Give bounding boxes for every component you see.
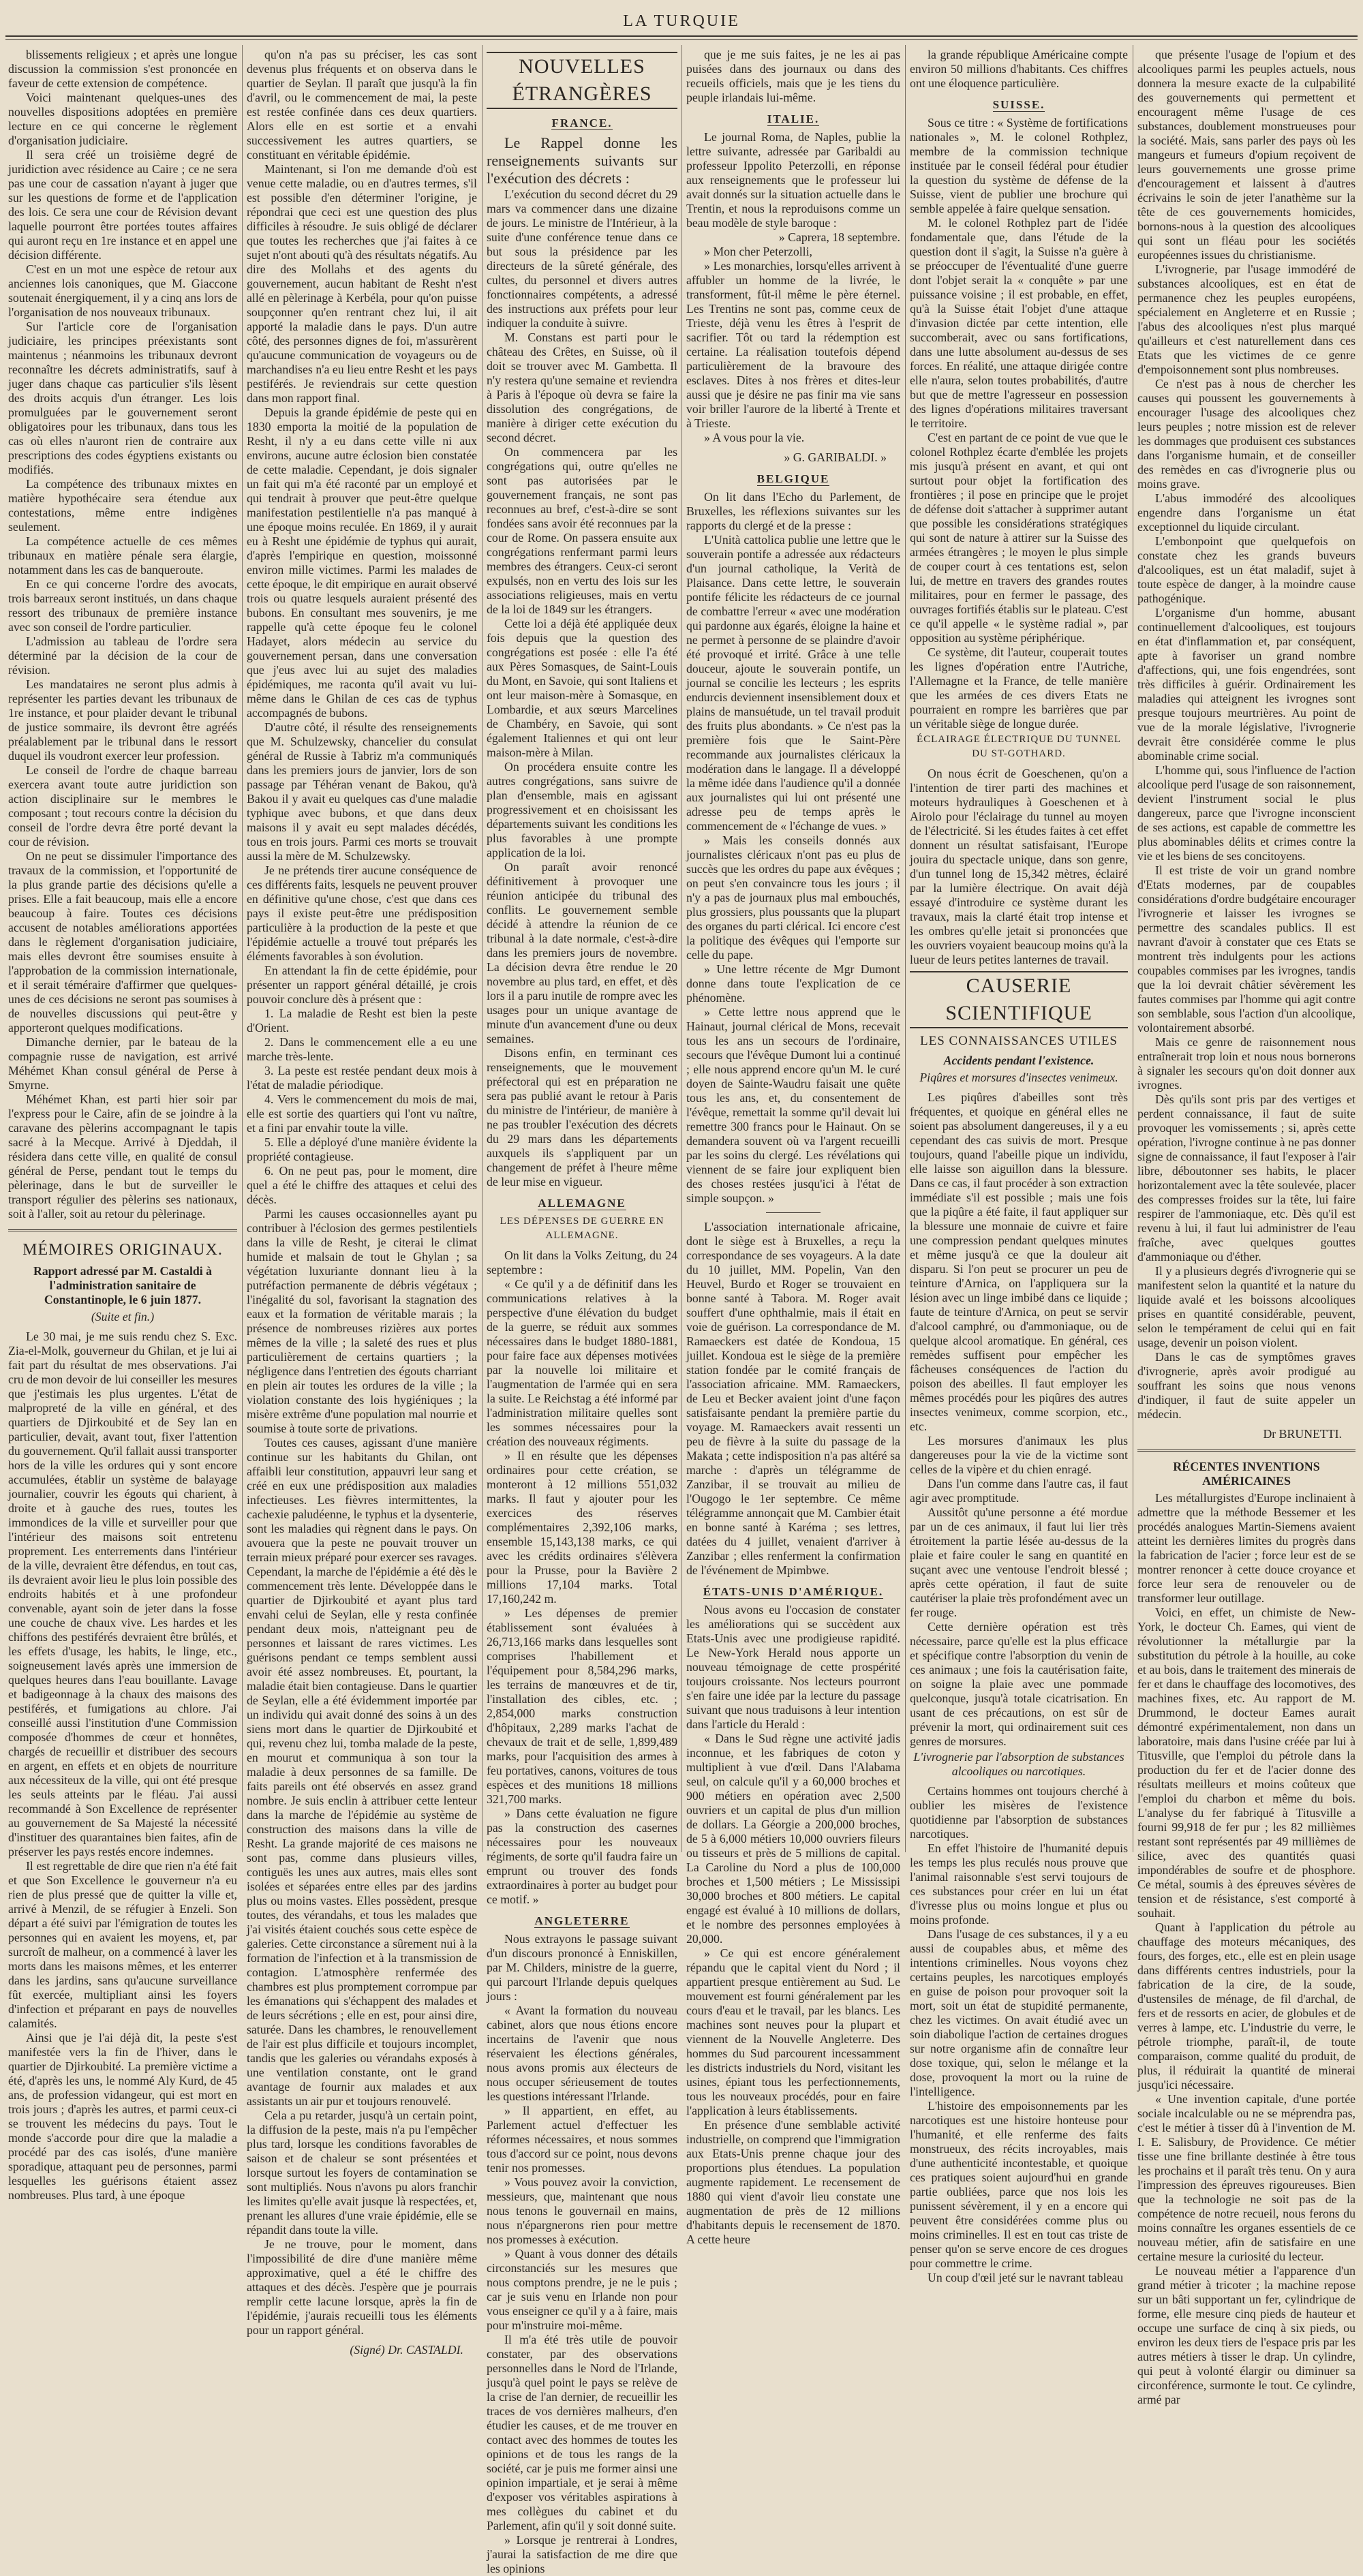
paragraph: Je ne trouve, pour le moment, dans l'impossibilité de dire d'une manière même approximative, quel a été le chiffre des attaques et des décès. J'espère que je pourrais remplir cette lacune lorsque, après la fin de l'épidémie, j'aurais recueilli tous les éléments pour un rapport général. <box>247 2237 477 2337</box>
paragraph: » Caprera, 18 septembre. <box>778 230 900 244</box>
list-item: 4. Vers le commencement du mois de mai, elle est sortie des quartiers qui l'ont vu naître, et a fini par envahir toute la ville. <box>247 1092 477 1135</box>
paragraph: qu'on n'a pas su préciser, les cas sont devenus plus fréquents et on observa dans le quartier de Seylan. Il paraît que jusqu'à la fin d'avril, ou le commencement de mai, la peste est restée confinée dans ces deux quartiers. Alors elle en est sortie et a envahi successivement les autres quartiers, se constituant en véritable épidémie. <box>247 48 477 162</box>
usa-heading: ÉTATS-UNIS D'AMÉRIQUE. <box>703 1585 884 1598</box>
paragraph: « Dans le Sud règne une activité jadis inconnue, et les fabriques de coton y multiplient à vue d'œil. Dans l'Alabama seul, on calcule qu'il y a 60,000 broches et 900 métiers en opération avec 2,500 ouvriers et un capital de plus d'un million de dollars. La Géorgie a 200,000 broches, de 5 à 6,000 métiers 10,000 ouvriers fileurs ou tisseurs et près de 5 millions de capital. La Caroline du Nord a plus de 100,000 broches et 1,500 métiers ; Le Mississipi 30,000 broches et 800 métiers. Le capital engagé est évalué à 10 millions de dollars, et le nombre des personnes employées à 20,000. <box>686 1732 900 1946</box>
paragraph: « Ce qu'il y a de définitif dans les communications relatives à la perspective d'une élévation du budget de la guerre, se réduit aux sommes nécessaires dans le budget 1880-1881, pour faire face aux dépenses motivées par la nouvelle loi militaire et l'augmentation de l'armée qui en sera la suite. Le Reichstag a été informé par l'administration militaire quelles sont les sommes nécessaires pour la création des nouveaux régiments. <box>487 1277 677 1448</box>
list-item: 1. La maladie de Resht est bien la peste d'Orient. <box>247 1007 477 1034</box>
section-heading <box>910 97 1128 112</box>
list-item: 5. Elle a déployé d'une manière évidente la propriété contagieuse. <box>247 1135 477 1163</box>
paragraph: Voici maintenant quelques-unes des nouvelles dispositions adoptées en première lecture en ce qui concerne le règlement d'organisation judiciaire. <box>8 91 237 147</box>
paragraph: En attendant la fin de cette épidémie, pour présenter un rapport général détaillé, je crois pouvoir conclure dès à présent que : <box>247 964 477 1006</box>
column-4 <box>686 48 900 2246</box>
paragraph: Toutes ces causes, agissant d'une manière continue sur les habitants du Ghilan, ont affaibli leur constitution, appauvri leur sang et créé en eux une prédisposition aux maladies infectieuses. Les fièvres intermittentes, la cachexie paludéenne, le typhus et la dysenterie, sont les maladies qui règnent dans le pays. On avouera que la peste ne pouvait trouver un terrain mieux préparé pour exercer ses ravages. Cependant, la marche de l'épidémie a été dès le commencement très lente. Développée dans le quartier de Djirkoubité et ayant plus tard envahi celui de Seylan, elle y resta confinée pendant deux mois, n'atteignant peu de personnes et laissant de rares victimes. Les guérisons pendant ce temps semblent aussi avoir été assez nombreuses. Et, pourtant, la maladie était bien contagieuse. Dans le quartier de Seylan, elle a été évidemment importée par un individu qui avait donné des soins à un des siens mort dans le quartier de Djirkoubité et qui, revenu chez lui, tomba malade de la peste, en mourut et communiqua à son tour la maladie à deux personnes de sa famille. De faits pareils ont été observés en assez grand nombre. Je suis enclin à attribuer cette lenteur dans la marche de l'épidémie au système de construction des maisons dans la ville de Resht. La grande majorité de ces maisons ne sont pas, comme dans plusieurs villes, contiguës les unes aux autres, mais elles sont isolées et séparées entre elles par des jardins plus ou moins vastes. Elles possèdent, presque toutes, des vérandahs, et tous les malades que j'ai visités étaient couchés sous cette espèce de galeries. Cette circonstance a sûrement nui à la formation de l'infection et à la transmission de contagion. L'atmosphère renfermée des chambres est plus promptement corrompue par les émanations qui s'échappent des malades et de leurs sécrétions ; elle en est, pour ainsi dire, saturée. Dans les chambres, le renouvellement de l'air est plus difficile et toujours incomplet, tandis que les galeries ou vérandahs exposés à une ventilation constante, ont le grand avantage de fournir aux malades et aux assistants un air pur et toujours renouvelé. <box>247 1436 477 2108</box>
belgique-heading: BELGIQUE <box>756 472 830 485</box>
section-divider <box>1137 1450 1356 1452</box>
italie-heading: ITALIE. <box>767 112 820 125</box>
paragraph: » Mais les conseils donnés aux journalistes cléricaux n'ont pas eu plus de succès que les ordres du pape aux évêques ; on peut s'en convaincre tous les jours ; il n'y a pas de journaux plus mal embouchés, plus grossiers, plus poussants que la plupart des organes du parti clérical. Ici encore c'est la politique des évêques qui l'emporte sur celle du pape. <box>686 833 900 962</box>
paragraph: Dans l'un comme dans l'autre cas, il faut agir avec promptitude. <box>910 1477 1128 1505</box>
allemagne-heading: ALLEMAGNE <box>538 1197 626 1210</box>
report-title: Rapport adressé par M. Castaldi à l'administration sanitaire de Constantinople, le 6 juin 1877. <box>33 1264 213 1306</box>
signature: » G. GARIBALDI. » <box>784 450 887 464</box>
divider <box>766 1212 821 1213</box>
section-title: NOUVELLES ÉTRANGÈRES <box>487 52 677 109</box>
paragraph: » Les monarchies, lorsqu'elles arrivent à affubler un homme de la livrée, le transforment, fût-il même le père éternel. Les Trentins ne sont pas, comme ceux de Trieste, déjà venu les êtres à l'esprit de sacrifier. Tôt ou tard la rédemption est certaine. La réalisation toutefois dépend particulièrement de la bravoure des esclaves. Dites à nos frères et dites-leur aussi que je désire ne pas finir ma vie sans voir briller l'aurore de la liberté à Trente et à Trieste. <box>686 259 900 430</box>
memoires-heading: MÉMOIRES ORIGINAUX. <box>22 1241 223 1259</box>
paragraph: Ce système, dit l'auteur, couperait toutes les lignes d'opération entre l'Autriche, l'Allemagne et la France, de telle manière que les armées de ces divers Etats ne pourraient en rompre les barrières que par un véritable siège de longue durée. <box>910 645 1128 731</box>
paragraph: Il est regrettable de dire que rien n'a été fait et que Son Excellence le gouverneur n'a eu rien de plus pressé que de quitter la ville et, arrivé à Menzil, de se réfugier à Enzeli. Son départ a été suivi par l'émigration de toutes les personnes qui en avaient les moyens, et, par surcroît de malheur, on a commencé à laver les morts dans les maisons mêmes, et les enterrer dans les jardins, sans qu'aucune surveillance fût exercée, multipliant ainsi les foyers d'infection et préparant en pays de nouvelles calamités. <box>8 1859 237 2030</box>
paragraph: L'Unità cattolica publie une lettre que le souverain pontife a adressée aux rédacteurs d'un journal catholique, la Verità de Plaisance. Dans cette lettre, le souverain pontife félicite les rédacteurs de ce journal de combattre l'erreur « avec une modération qui pardonne aux égarés, éloigne la haine et ne permet à personne de se plaindre d'avoir été provoqué et irrité. Grâce à une telle douceur, ajoute le souverain pontife, un journal se concilie les lecteurs ; les esprits endurcis deviennent insensiblement doux et plains de mansuétude, un tel travail produit des fruits plus abondants. » Ce n'est pas la première fois que le Saint-Père recommande aux journalistes cléricaux la modération dans le langage. Il a développé la même idée dans l'audience qu'il a donnée aux journalistes qui lui ont présenté une adresse peu de temps après le commencement de « l'échange de vues. » <box>686 533 900 833</box>
section-heading <box>686 1584 900 1599</box>
paragraph: L'homme qui, sous l'influence de l'action alcoolique perd l'usage de son raisonnement, devient l'instrument social le plus dangereux, parce que l'ivrogne inconscient de ses actions, est capable de commettre les plus abominables délits et crimes contre la vie et les biens de ses concitoyens. <box>1137 763 1356 863</box>
paragraph: L'exécution du second décret du 29 mars va commencer dans une dizaine de jours. Le ministre de l'Intérieur, à la suite d'une conférence tenue dans ce but sous la présidence par les directeurs de la sûreté générale, des cultes, du personnel et divers autres fonctionnaires compétents, a adressé des instructions aux préfets pour leur indiquer la conduite à suivre. <box>487 187 677 330</box>
paragraph: » Dans cette évaluation ne figure pas la construction des casernes nécessaires pour les nouveaux régiments, de sorte qu'il faudra faire un emprunt ou trouver des fonds extraordinaires à porter au budget pour ce motif. » <box>487 1807 677 1906</box>
paragraph: » Mon cher Peterzolli, <box>704 245 812 258</box>
paragraph: » Il appartient, en effet, au Parlement actuel d'effectuer les réformes nécessaires, et nous sommes tous d'accord sur ce point, nous devons tenir nos promesses. <box>487 2104 677 2175</box>
paragraph: » Une lettre récente de Mgr Dumont donne dans toute l'explication de ce phénomène. <box>686 962 900 1005</box>
section-heading <box>487 1196 677 1210</box>
section-heading <box>686 472 900 486</box>
paragraph: La compétence actuelle de ces mêmes tribunaux en matière pénale sera élargie, notamment dans les cas de banqueroute. <box>8 534 237 577</box>
paragraph: On procédera ensuite contre les autres congrégations, sans suivre de plan d'ensemble, mais en agissant progressivement et en choisissant les départements suivant les conditions les plus favorables à une prompte application de la loi. <box>487 760 677 859</box>
paragraph: Nous extrayons le passage suivant d'un discours prononcé à Enniskillen, par M. Childers, ministre de la guerre, qui parcourt l'Irlande depuis quelques jours : <box>487 1932 677 2003</box>
paragraph: « Une invention capitale, d'une portée sociale incalculable ou ne se méprendra pas, c'est le métier à tisser dû à l'invention de M. I. E. Salisbury, de Providence. Ce métier tisse une fine brillante destinée à être tous les prochains et il paraît très tenu. On y aura l'impression des épreuves rigoureuses. Bien que la technologie ne soit pas de la compétence de notre recueil, nous ferons du moins connaître les organes essentiels de ce nouveau métier, afin de satisfaire en une certaine mesure la curiosité du lecteur. <box>1137 2092 1356 2263</box>
paragraph: Cette loi a déjà été appliquée deux fois depuis que la question des congrégations est posée : elle l'a été aux Pères Somasques, de Saint-Louis du Mont, en Savoie, qui sont Italiens et ont leur maison-mère à Somasque, en Lombardie, et aux sœurs Marcelines de Chambéry, en Savoie, qui sont également Italiennes et qui ont leur maison-mère à Milan. <box>487 617 677 759</box>
paragraph: On commencera par les congrégations qui, outre qu'elles ne sont pas autorisées par le gouvernement français, ne sont pas reconnues au bref, c'est-à-dire se sont fondées sans avoir été reconnues par la cour de Rome. On passera ensuite aux congrégations renfermant parmi leurs membres des étrangers. Ceux-ci seront expulsés, non en vertu des lois sur les associations religieuses, mais en vertu de la loi de 1849 sur les étrangers. <box>487 445 677 616</box>
suisse-heading: SUISSE. <box>992 98 1045 111</box>
paragraph: Disons enfin, en terminant ces renseignements, que le mouvement préfectoral qui est en préparation ne sera pas publié avant le retour à Paris du ministre de l'intérieur, de manière à ne pas troubler l'exécution des décrets du 29 mars dans les départements auxquels ils s'appliquent par un changement de préfet à l'heure même de leur mise en vigueur. <box>487 1046 677 1189</box>
paragraph: En ce qui concerne l'ordre des avocats, trois barreaux seront institués, un dans chaque ressort des tribunaux de première instance avec son conseil de l'ordre particulier. <box>8 577 237 634</box>
paragraph: L'ivrognerie, par l'usage immodéré de substances alcooliques, est en état de permanence chez les peuples européens, spécialement en Angleterre et en Russie ; l'abus des alcooliques n'est plus marqué qu'ailleurs et c'est naturellement dans ces Etats que les victimes de ce genre d'empoisonnement sont plus nombreuses. <box>1137 262 1356 376</box>
section-heading <box>686 112 900 126</box>
paragraph: Voici, en effet, un chimiste de New-York, le docteur Ch. Eames, qui vient de révolutionner la métallurgie par la substitution du pétrole à la houille, au coke et au bois, dans le traitement des minerais de fer et dans le chauffage des locomotives, des machines fixes, etc. Au rapport de M. Drummond, le docteur Eames aurait démontré expérimentalement, non dans un laboratoire, mais dans l'usine créée par lui à Titusville, que l'emploi du pétrole dans la production du fer et de l'acier donne des résultats meilleurs et moins coûteux que l'emploi du charbon et même du bois. L'analyse du fer fabriqué à Titusville a fourni 99,918 de fer pur ; les 82 millièmes restant sont représentés par 49 millièmes de silice, avec des quantités quasi impondérables de soufre et de phosphore. Ce métal, soumis à des épreuves sévères de tension et de résistance, s'est comporté à souhait. <box>1137 1606 1356 1920</box>
section-heading <box>487 1914 677 1928</box>
paragraph: D'autre côté, il résulte des renseignements que M. Schulzewsky, chancelier du consulat général de Russie à Tabriz m'a communiqués dans les premiers jours de janvier, lors de son passage par Téhéran venant de Bakou, qu'à Bakou il y avait eu quelques cas d'une maladie typhique avec bubons, et que dans deux maisons il y avait eu sept malades décédés, tous en trois jours. Parmi ces morts se trouvait aussi la mère de M. Schulzewsky. <box>247 720 477 863</box>
paragraph: Le conseil de l'ordre de chaque barreau exercera avant toute autre juridiction son action disciplinaire sur le membres le composant ; tout recours contre la décision du conseil de l'ordre devra être porté devant la cour de révision. <box>8 763 237 848</box>
paragraph: Ce n'est pas à nous de chercher les causes qui poussent les gouvernements à encourager l'usage des alcooliques chez leurs peuples ; notre mission est de relever les dommages que produisent ces substances dans l'organisme humain, et de conseiller des remèdes en cas d'ivrognerie plus ou moins grave. <box>1137 377 1356 491</box>
paragraph: Dimanche dernier, par le bateau de la compagnie russe de navigation, est arrivé Méhémet Khan consul général de Perse à Smyrne. <box>8 1035 237 1092</box>
paragraph: » Vous pouvez avoir la conviction, messieurs, que, maintenant que nous nous tenons le gouvernail en mains, nous n'épargnerons rien pour mettre nos promesses à exécution. <box>487 2175 677 2246</box>
subheading: LES DÉPENSES DE GUERRE EN ALLEMAGNE. <box>500 1216 664 1241</box>
paragraph: » Lorsque je rentrerai à Londres, j'aurai la satisfaction de me dire que les opinions <box>487 2533 677 2575</box>
column-3 <box>487 48 677 2575</box>
paragraph: « Avant la formation du nouveau cabinet, alors que nous étions encore incertains de l'avenir que nous réservaient les élections générales, nous avons promis aux électeurs de nous occuper sérieusement de toutes les questions intéressant l'Irlande. <box>487 2004 677 2103</box>
column-rule <box>482 45 483 1852</box>
paragraph: Il est triste de voir un grand nombre d'Etats modernes, par de coupables considérations d'ordre budgétaire encourager l'ivrognerie et laisser les ivrognes se permettre des scandales publics. Il est navrant d'avoir à constater que ces Etats se montrent très indulgents pour les actions coupables commises par les ivrognes, tandis que la loi devrait châtier sévèrement les fautes commises par l'homme qui agit contre son semblable, sous l'action d'un alcoolique, volontairement absorbé. <box>1137 863 1356 1034</box>
paragraph: Depuis la grande épidémie de peste qui en 1830 emporta la moitié de la population de Resht, il n'y a eu dans cette ville ni aux environs, aucune autre éclosion bien constatée de cette maladie. Cependant, je dois signaler un fait qui m'a été raconté par un employé et qui tendrait à prouver que peut-être quelque manifestation pestilentielle n'a pas manqué à une époque moins reculée. En 1869, il y aurait eu à Resht une épidémie de typhus qui aurait, d'après l'empirique en question, moissonné environ mille victimes. Parmi les malades de cette époque, le dit empirique en aurait observé trois ou quatre lesquels auraient présenté des bubons. En consultant mes souvenirs, je me rappelle qu'à cette époque feu le colonel Hadayet, alors médecin au service du gouvernement persan, dans une conversation que j'eus avec lui au sujet des maladies épidémiques, me raconta qu'il avait vu lui-même dans le Ghilan de ces cas de typhus accompagnés de bubons. <box>247 405 477 720</box>
paragraph: » Les dépenses de premier établissement sont évaluées à 26,713,166 marks dans lesquelles sont comprises l'habillement et l'équipement pour 8,584,296 marks, les terrains de manœuvres et de tir, l'installation des cibles, etc. ; 2,854,000 marks construction d'hôpitaux, 2,289 marks l'achat de chevaux de trait et de selle, 1,899,489 marks, pour l'acquisition des armes à feu portatives, canons, voitures de tous espèces et des munitions 18 millions 321,700 marks. <box>487 1606 677 1806</box>
paragraph: Le journal Roma, de Naples, publie la lettre suivante, adressée par Garibaldi au professeur Ippolito Peterzolli, en réponse aux renseignements que le professeur lui avait donnés sur la situation actuelle dans le Trentin, et nous la reproduisons comme un beau modèle de style baroque : <box>686 130 900 230</box>
subheading: L'ivrognerie par l'absorption de substances alcooliques ou narcotiques. <box>913 1750 1124 1778</box>
signature: Dr BRUNETTI. <box>1263 1427 1342 1441</box>
paragraph: Il sera créé un troisième degré de juridiction avec résidence au Caire ; ce ne sera pas une cour de cassation n'ayant à juger que sur les questions de forme et de l'application des lois. Ce sera une cour de Révision devant laquelle pourront être portées toutes affaires qui auront reçu en 1re instance et en appel une décision différente. <box>8 148 237 262</box>
paragraph: » Ce qui est encore généralement répandu que le capital vient du Nord ; il appartient presque entièrement au Sud. Le mouvement est fourni généralement par les cours d'eau et le travail, par les blancs. Les machines sont neuves pour la plupart et viennent de la Nouvelle Angleterre. Des hommes du Sud parcourent incessamment les districts industriels du Nord, visitant les usines, épiant tous les perfectionnements, tous les nouveaux procédés, pour en faire l'application à leurs établissements. <box>686 1946 900 2117</box>
paragraph: » Il en résulte que les dépenses ordinaires pour cette création, se monteront à 12 millions 551,032 marks. Il faut y ajouter pour les exercices des réserves complémentaires 2,392,106 marks, ensemble 15,143,138 marks, ce qui avec les crédits ordinaires s'élèvera pour la Prusse, pour la Bavière 2 millions 17,104 marks. Total 17,160,242 m. <box>487 1449 677 1606</box>
paragraph: Dès qu'ils sont pris par des vertiges et perdent connaissance, il faut de suite provoquer les vomissements ; si, après cette opération, l'ivrogne continue à ne pas donner signe de connaissance, il faut l'exposer à l'air libre, déboutonner ses habits, le placer horizontalement avec la tête soulevée, placer des compresses froides sur la tête, lui faire respirer de l'ammoniaque, etc. Dès qu'il est revenu à lui, il faut lui administrer de l'eau fraîche, avec quelques gouttes d'ammoniaque ou d'éther. <box>1137 1092 1356 1263</box>
paragraph: La compétence des tribunaux mixtes en matière hypothécaire sera étendue aux contestations, même entre indigènes seulement. <box>8 477 237 534</box>
list-item: 6. On ne peut pas, pour le moment, dire quel a été le chiffre des attaques et celui des décès. <box>247 1164 477 1206</box>
paragraph: » A vous pour la vie. <box>704 431 805 444</box>
paragraph: Cette dernière opération est très nécessaire, parce qu'elle est la plus efficace et spécifique contre l'absorption du venin de ces animaux ; une fois la cautérisation faite, on soigne la plaie avec une pommade quelconque, jusqu'à totale cicatrisation. En usant de ces précautions, on est sûr de prévenir la mort, qui ordinairement suit ces genres de morsures. <box>910 1620 1128 1748</box>
angleterre-heading: ANGLETERRE <box>534 1914 630 1927</box>
paragraph: L'organisme d'un homme, abusant continuellement d'alcooliques, est toujours en état d'inflammation et, par conséquent, apte à favoriser un grand nombre d'affections, qui, une fois engendrées, sont très difficiles à guérir. Ordinairement les maladies qui atteignent les ivrognes sont presque toujours meurtrières. Au point de vue de la morale législative, l'ivrognerie devrait être considérée comme le plus abominable crime social. <box>1137 606 1356 763</box>
paragraph: Le nouveau métier a l'apparence d'un grand métier à tricoter ; la machine repose sur un bâti supportant un fer, cylindrique de forme, elle mesure cinq pieds de hauteur et occupe une surface de cinq à six pieds, ou environ les deux tiers de l'espace pris par les autres métiers à tisser le drap. Un cylindre, qui peut à volonté élargir ou diminuer sa circonférence, surmonte le tout. Ce cylindre, armé par <box>1137 2264 1356 2406</box>
inventions-heading: RÉCENTES INVENTIONS AMÉRICAINES <box>1173 1460 1320 1488</box>
paragraph: Je ne prétends tirer aucune conséquence de ces différents faits, lesquels ne peuvent prouver en définitive qu'une chose, c'est que dans ces pays il existe peut-être une prédisposition particulière à la production de la peste et que l'épidémie actuelle a trouvé tout préparés les éléments favorables à son évolution. <box>247 863 477 963</box>
paragraph: Méhémet Khan, est parti hier soir par l'express pour le Caire, afin de se joindre à la caravane des pèlerins accompagnant le tapis sacré à la Mecque. Arrivé à Djeddah, il résidera dans cette ville, en qualité de consul général de Perse, pendant tout le temps du pèlerinage, dans le but de surveiller le transport régulier des pèlerins ses nationaux, soit à l'aller, soit au retour du pèlerinage. <box>8 1092 237 1221</box>
paragraph: Les piqûres d'abeilles sont très fréquentes, et quoique en général elles ne soient pas absolument dangereuses, il y a eu cependant des cas suivis de mort. Presque toujours, quand l'abeille pique un individu, elle laisse son aiguillon dans la blessure. Dans ce cas, il faut procéder à son extraction immédiate s'il est possible ; mais une fois que la piqûre a été faite, il faut appliquer sur la blessure une monnaie de cuivre et faire une compression pendant quelques minutes et même jusqu'à ce que la douleur ait disparu. Si l'on peut se procurer un peu de teinture d'Arnica, on l'appliquera sur la lésion avec un linge imbibé dans ce liquide ; faute de teinture d'Arnica, on peut se servir d'alcool camphré, ou d'ammoniaque, ou de quelque alcool aromatique. En général, ces remèdes suffisent pour empêcher les fâcheuses conséquences de l'action du poison des abeilles. Il faut employer les mêmes procédés pour les piqûres des autres insectes venimeux, comme scorpion, etc., etc. <box>910 1090 1128 1433</box>
paragraph: L'histoire des empoisonnements par les narcotiques est une histoire honteuse pour l'humanité, et elle renferme des faits monstrueux, des récits incroyables, mais d'une authenticité incontestable, et quoique ces pratiques soient aujourd'hui en grande partie oubliées, parce que nos lois les punissent sévèrement, il y en a encore qui peuvent être considérées comme plus ou moins criminelles. Il est en tout cas triste de penser qu'on se serve encore de ces drogues pour commettre le crime. <box>910 2099 1128 2270</box>
column-rule <box>242 45 243 1852</box>
subheading: LES CONNAISSANCES UTILES <box>919 1034 1118 1048</box>
column-rule <box>905 45 906 1852</box>
france-heading: FRANCE. <box>551 117 613 129</box>
paragraph: En effet l'histoire de l'humanité depuis les temps les plus reculés nous prouve que l'animal raisonnable s'est servi toujours de ces substances pour créer en lui un état d'ivresse plus ou moins longue et plus ou moins profonde. <box>910 1841 1128 1927</box>
paragraph: On lit dans la Volks Zeitung, du 24 septembre : <box>487 1248 677 1276</box>
column-2 <box>247 48 477 2357</box>
subheading: ÉCLAIRAGE ÉLECTRIQUE DU TUNNEL DU ST-GOTHARD. <box>916 734 1122 759</box>
paragraph: Dans le cas de symptômes graves d'ivrognerie, après avoir prodigué au souffrant les soins que nous venons d'indiquer, il faut de suite appeler un médecin. <box>1137 1350 1356 1421</box>
column-5 <box>910 48 1128 2284</box>
section-heading <box>487 116 677 130</box>
paragraph: C'est en partant de ce point de vue que le colonel Rothplez écarte d'emblée les projets mis jusqu'à présent en avant, et qui ont surtout pour objet la fortification des frontières ; il pose en principe que le projet de défense doit s'attacher à supprimer autant que possible les considérations stratégiques qui sont de nature à attirer sur la Suisse des armées étrangères ; le moyen le plus simple de couper court à ces tentations est, selon lui, de mettre en travers des grandes routes militaires, pour en fermer le passage, des ouvrages fortifiés établis sur le plateau. C'est ce qu'il appelle « le système radial », par opposition au système périphérique. <box>910 431 1128 645</box>
paragraph: Ainsi que je l'ai déjà dit, la peste s'est manifestée vers la fin de l'hiver, dans le quartier de Djirkoubité. La première victime a été, d'après les uns, le nommé Aly Kurd, de 45 ans, de profession vidangeur, qui est mort en trois jours ; d'après les autres, et parmi ceux-ci se trouvent les médecins du pays. Tout le monde s'accorde pour dire que la maladie a procédé par des cas isolés, d'une manière sporadique, attaquant peu de personnes, parmi lesquelles les guérisons étaient assez nombreuses. Plus tard, à une époque <box>8 2031 237 2202</box>
paragraph: On ne peut se dissimuler l'importance des travaux de la commission, et l'opportunité de la plus grande partie des décisions qu'elle a prises. Elle a fait beaucoup, mais elle a encore beaucoup à faire. Toutes ces décisions accusent de notables améliorations apportées dans le règlement d'organisation judiciaire, mais elles devront être soumises ensuite à l'approbation de la commission internationale, et il serait téméraire d'affirmer que quelques-unes de ces décisions ne seront pas soumises à de nouvelles discussions qui peut-être y apporteront quelques modifications. <box>8 849 237 1034</box>
column-1 <box>8 48 237 2202</box>
paragraph: Dans l'usage de ces substances, il y a eu aussi de coupables abus, et même des intentions criminelles. Nous voyons chez certains peuples, les narcotiques employés en guise de poison pour provoquer soit la mort, soit un état de stupidité permanente, chez les victimes. On avait étudié avec un soin diabolique l'action de certaines drogues sur notre organisme afin de connaître leur dose toxique, qui, selon le mélange et la dose, provoquent la mort ou la ruine de l'intelligence. <box>910 1927 1128 2098</box>
paragraph: blissements religieux ; et après une longue discussion la commission s'est prononcée en faveur de cette extension de compétence. <box>8 48 237 90</box>
list-item: 3. La peste est restée pendant deux mois à l'état de maladie périodique. <box>247 1064 477 1092</box>
suite-label: (Suite et fin.) <box>91 1310 155 1323</box>
paragraph: Parmi les causes occasionnelles ayant pu contribuer à l'éclosion des germes pestilentiels dans la ville de Resht, je citerai le climat humide et malsain de tout le Ghylan ; sa végétation luxuriante donnant lieu à la putréfaction permanente de débris végétaux ; l'inégalité du sol, favorisant la stagnation des eaux et la formation de véritable marais ; la présence de nombreuses rizières aux portes mêmes de la ville ; la saleté des rues et plus particulièrement de certains quartiers ; la négligence dans l'entretien des égouts charriant en plein air toutes les ordures de la ville ; la violation constante des lois hygiéniques ; la misère extrême d'une population mal nourrie et soumise à toute sorte de privations. <box>247 1207 477 1435</box>
subheading: Piqûres et morsures d'insectes venimeux. <box>919 1071 1118 1084</box>
paragraph: L'association internationale africaine, dont le siège est à Bruxelles, a reçu la correspondance de ses voyageurs. A la date du 10 juillet, MM. Popelin, Van den Heuvel, Burdo et Roger se trouvaient en bonne santé à Tabora. M. Roger avait souffert d'une ophthalmie, mais il était en voie de guérison. La correspondance de M. Ramaeckers est datée de Kondoua, 15 juillet. Kondoua est le siège de la première station fondée par le comité français de l'association africaine. MM. Ramaeckers, de Leu et Becker avaient joint d'une façon satisfaisante pendant la première partie du voyage. M. Ramaeckers avait ressenti un peu de fièvre à la suite du passage de la Makata ; cette indisposition n'a pas altéré sa marche : d'après un télégramme de Zanzibar, il se trouvait au milieu de l'Ougogo le 1er septembre. Ce même télégramme annonçait que M. Cambier était en bonne santé à Karéma ; ses lettres, datées du 4 juillet, venaient d'arriver à Zanzibar ; elles renferment la confirmation de l'événement de Mpimbwe. <box>686 1220 900 1577</box>
paragraph: Le Rappel donne les renseignements suivants sur l'exécution des décrets : <box>487 134 677 187</box>
paragraph: Les morsures d'animaux les plus dangereuses pour la vie de la victime sont celles de la vipère et du chien enragé. <box>910 1434 1128 1476</box>
paragraph: que je me suis faites, je ne les ai pas puisées dans des journaux ou dans des recueils officiels, mais que je les tiens du peuple irlandais lui-même. <box>686 48 900 104</box>
paragraph: Cela a pu retarder, jusqu'à un certain point, la diffusion de la peste, mais n'a pu l'empêcher plus tard, lorsque les conditions favorables de saison et de chaleur se sont présentées et lorsque surtout les foyers de contamination se sont multipliés. Nous n'avons pu alors franchir les limites qu'elle avait jusque là respectées, et, prenant les allures d'une vraie épidémie, elle se répandit dans toute la ville. <box>247 2109 477 2237</box>
paragraph: C'est en un mot une espèce de retour aux anciennes lois canoniques, que M. Giaccone soutenait énergiquement, il y a cinq ans lors de l'organisation de nos nouveaux tribunaux. <box>8 262 237 319</box>
paragraph: On lit dans l'Echo du Parlement, de Bruxelles, les réflexions suivantes sur les rapports du clergé et de la presse : <box>686 490 900 532</box>
paragraph: Les métallurgistes d'Europe inclinaient à admettre que la méthode Bessemer et les procédés analogues Martin-Siemens avaient atteint les dernières limites du progrès dans la fabrication de l'acier ; force leur est de se montrer renoncer à cette douce croyance et force leur sera de renouveler ou de transformer leur outillage. <box>1137 1491 1356 1605</box>
paragraph: Quant à l'application du pétrole au chauffage des moteurs mécaniques, des fours, des forges, etc., elle est en plein usage dans différents centres industriels, pour la fabrication de la cire, de la soude, d'ustensiles de ménage, de fil d'archal, de fers et de ressorts en acier, de globules et de verres à lampe, etc. L'industrie du verre, le pétrole triomphe, paraît-il, de toute comparaison, comme qualité du produit, de plus, il réduirait la quantité de minerai jusqu'ici nécessaire. <box>1137 1920 1356 2091</box>
paragraph: On nous écrit de Goeschenen, qu'on a l'intention de tirer parti des machines et moteurs hydrauliques à Goeschenen et à Airolo pour l'éclairage du tunnel au moyen de l'électricité. Si les études faites à cet effet donnent un résultat satisfaisant, l'Europe jouira du spectacle unique, dans son genre, d'un tunnel long de 15,342 mètres, éclairé par la lumière électrique. On avait déjà essayé d'introduire ce système durant les travaux, mais la clarté était trop intense et les ombres qu'elle jetait si prononcées que les ouvriers voyaient beaucoup moins qu'à la lueur de leurs petites lanternes de travail. <box>910 767 1128 966</box>
paragraph: Les mandataires ne seront plus admis à représenter les parties devant les tribunaux de 1re instance, et pour plaider devant le tribunal de justice sommaire, ils devront être agréés préalablement par le tribunal dans le ressort duquel ils voudront exercer leur profession. <box>8 677 237 763</box>
paragraph: Certains hommes ont toujours cherché à oublier les misères de l'existence quotidienne par l'absorption de substances narcotiques. <box>910 1784 1128 1841</box>
paragraph: Il m'a été très utile de pouvoir constater, par des observations personnelles dans le Nord de l'Irlande, jusqu'à quel point le pays se relève de la crise de l'an dernier, de recueillir les traces de vos dernières malheurs, d'en étudier les causes, et de me trouver en contact avec des hommes de toutes les opinions et de tous les rangs de la société, car je puis me former ainsi une opinion impartiale, et je serai à même d'exposer vos véritables aspirations à mes collègues du cabinet et du Parlement, afin qu'il y soit donné suite. <box>487 2333 677 2532</box>
paragraph: la grande république Américaine compte environ 50 millions d'habitants. Ces chiffres ont une éloquence particulière. <box>910 48 1128 90</box>
subheading: Accidents pendant l'existence. <box>943 1054 1094 1067</box>
signature: (Signé) Dr. CASTALDI. <box>350 2343 463 2357</box>
paragraph: M. le colonel Rothplez part de l'idée fondamentale que, dans l'étude de la question dont il s'agit, la Suisse n'a guère à se préoccuper de l'éventualité d'une guerre dont l'objet serait la « conquête » par une puissance voisine ; il est probable, en effet, qu'à la Suisse était l'objet d'une attaque d'invasion dictée par cette intention, elle succomberait, avec ou sans fortifications, dans une lutte absolument au-dessus de ses forces. En réalité, une attaque dirigée contre elle n'aura, selon toutes probabilités, d'autre but que de mettre l'agresseur en possession des lignes d'opérations militaires traversant le territoire. <box>910 216 1128 430</box>
paragraph: Mais ce genre de raisonnement nous entraînerait trop loin et nous nous bornerons à signaler les secours qu'on doit donner aux ivrognes. <box>1137 1035 1356 1092</box>
paragraph: Maintenant, si l'on me demande d'où est venue cette maladie, ou en d'autres termes, s'il est possible d'en déterminer l'origine, je répondrai que ceci est une question des plus difficiles à résoudre. Je suis obligé de déclarer que toutes les recherches que j'ai faites à ce sujet n'ont abouti qu'à des résultats négatifs. Au dire des Mollahs et des agents du gouvernement, aucun habitant de Resht n'est allé en pèlerinage à Kerbéla, pour qu'on puisse soupçonner qu'en rentrant chez lui, il ait apporté la maladie dans le pays. D'un autre côté, des personnes dignes de foi, m'assurèrent qu'aucune communication de voyageurs ou de marchandises n'a eu lieu entre Resht et les pays pestiférés. Je reviendrais sur cette question dans mon rapport final. <box>247 162 477 405</box>
paragraph: que présente l'usage de l'opium et des alcooliques parmi les peuples actuels, nous donnera la mesure exacte de la culpabilité des gouvernements qui permettent et encouragent même l'usage de ces substances, doublement monstrueuses pour la société. Mais, sans parler des pays où les mangeurs et fumeurs d'opium reçoivent de leurs gouvernements une grosse prime d'encouragement et laissent à d'autres écrivains le soin de jeter l'anathème sur la tête de ces gouvernements homicides, bornons-nous à la question des alcooliques qui sont un fléau pour les sociétés européennes issues du christianisme. <box>1137 48 1356 262</box>
paragraph: Aussitôt qu'une personne a été mordue par un de ces animaux, il faut lui lier très étroitement la partie lésée au-dessus de la plaie et faire couler le sang en quantité en suçant avec une ventouse l'endroit blessé ; après cette opération, il faut de suite cautériser la plaie très profondément avec un fer rouge. <box>910 1505 1128 1619</box>
section-divider <box>8 1229 237 1231</box>
paragraph: » Quant à vous donner des détails circonstanciés sur les mesures que nous comptons prendre, je ne le puis ; car je suis venu en Irlande non pour vous enseigner ce qu'il y a à faire, mais pour m'instruire moi-même. <box>487 2247 677 2332</box>
causerie-heading: CAUSERIE SCIENTIFIQUE <box>910 971 1128 1028</box>
list-item: 2. Dans le commencement elle a eu une marche très-lente. <box>247 1035 477 1063</box>
paragraph: Le 30 mai, je me suis rendu chez S. Exc. Zia-el-Molk, gouverneur du Ghilan, et je lui ai fait part du résultat de mes observations. J'ai cru de mon devoir de lui conseiller les mesures que j'estimais les plus urgentes. L'état de malpropreté de la ville en général, et des quartiers de Djirkoubité et de Sey lan en particulier, devait, avant tout, fixer l'attention du gouvernement. Qu'il fallait aussi transporter hors de la ville les ordures qui y sont encore accumulées, établir un système de balayage journalier, couvrir les égouts qui charient, à droite et à gauche des rues, toutes les immondices de la ville et surveiller pour que l'intérieur des maisons soit entretenu proprement. Les enterrements dans l'intérieur de la ville, devraient être défendus, en tout cas, ils devraient avoir lieu le plus loin possible des endroits habités et à une profondeur convenable, ayant soin de jeter dans la fosse une couche de chaux vive. Les hardes et les chiffons des pestiférés devraient être brûlés, et les effets d'usage, les habits, le linge, etc., soigneusement lavés après une immersion de quelques heures dans l'eau bouillante. Lavage et badigeonnage à la chaux des maisons des pestiférés, et fumigations au chlore. J'ai conseillé aussi l'institution d'une Commission composée d'hommes de cœur et honnêtes, chargés de recueillir et distribuer des secours en argent, en effets et en objets de nourriture aux nécessiteux de la ville, qui ont été presque les seuls atteints par le fléau. J'ai aussi recommandé à Son Excellence de représenter au gouvernement de Sa Majesté la nécessité d'instituer des quarantaines bien faites, afin de préserver les pays restés encore indemnes. <box>8 1330 237 1858</box>
paragraph: M. Constans est parti pour le château des Crêtes, en Suisse, où il doit se trouver avec M. Gambetta. Il n'y restera qu'une semaine et reviendra à Paris à l'époque où devra se faire la dissolution des congrégations, de manière à diriger cette exécution du second décret. <box>487 331 677 444</box>
paragraph: Nous avons eu l'occasion de constater les améliorations qui se succèdent aux Etats-Unis avec une prodigieuse rapidité. Le New-York Herald nous apporte un nouveau témoignage de cette prospérité toujours croissante. Nos lecteurs pourront s'en faire une idée par la lecture du passage suivant que nous traduisons à leur intention dans l'article du Herald : <box>686 1603 900 1731</box>
paragraph: L'abus immodéré des alcooliques engendre dans l'organisme un état exceptionnel du liquide circulant. <box>1137 491 1356 534</box>
paragraph: On paraît avoir renoncé définitivement à provoquer une réunion anticipée du tribunal des conflits. Le gouvernement semble décidé à attendre la réunion de ce tribunal à la date normale, c'est-à-dire dans les premiers jours de novembre. La décision devra être rendue le 20 novembre au plus tard, en effet, et dès lors il a paru inutile de rompre avec les usages pour un unique avantage de minute d'un avancement d'une ou deux semaines. <box>487 860 677 1045</box>
top-rule-thin <box>5 39 1358 40</box>
paragraph: Sous ce titre : « Système de fortifications nationales », M. le colonel Rothplez, membre de la commission technique instituée par le conseil fédéral pour étudier la question du système de défense de la Suisse, vient de publier une brochure qui semble appelée à faire quelque sensation. <box>910 116 1128 215</box>
paragraph: » Cette lettre nous apprend que le Hainaut, journal clérical de Mons, recevait tous les ans un secours de l'ordinaire, secours que l'évêque Dumont lui a continué ; elle nous apprend encore qu'un M. le curé doyen de Sainte-Waudru faisait une quête tous les ans, et, du consentement de l'évêque, remettait la somme qu'il devait lui remettre 300 francs pour le Hainaut. On se demandera souvent où va l'argent recueilli par les soins du clergé. Les révélations qui viennent de se faire jour expliquent bien des choses restées jusqu'ici à l'état de simple soupçon. » <box>686 1005 900 1205</box>
paragraph: En présence d'une semblable activité industrielle, on comprend que l'immigration aux Etats-Unis prenne chaque jour des proportions plus étendues. La population augmente rapidement. Le recensement de 1880 qui vient d'avoir lieu constate une augmentation de près de 12 millions d'habitants depuis le recensement de 1870. A cette heure <box>686 2118 900 2246</box>
paragraph: Sur l'article core de l'organisation judiciaire, les principes préexistants sont maintenus ; néanmoins les tribunaux devront reconnaître les décrets administratifs, sauf à juger dans chaque cas particulier s'ils lèsent des droits acquis d'un étranger. Les lois promulguées par le gouvernement seront obligatoires pour les tribunaux, dans tous les cas où elles n'auront rien de contraire aux prescriptions des codes égyptiens existants ou modifiés. <box>8 320 237 476</box>
column-6 <box>1137 48 1356 2406</box>
paragraph: Un coup d'œil jeté sur le navrant tableau <box>928 2271 1124 2284</box>
top-rule <box>5 35 1358 37</box>
paragraph: L'admission au tableau de l'ordre sera déterminé par la décision de la cour de révision. <box>8 634 237 677</box>
paragraph: L'embonpoint que quelquefois on constate chez les grands buveurs d'alcooliques, est un état maladif, sujet à toute espèce de danger, à la moindre cause pathogénique. <box>1137 534 1356 605</box>
masthead: LA TURQUIE <box>623 12 740 30</box>
paragraph: Il y a plusieurs degrés d'ivrognerie qui se manifestent selon la quantité et la nature du liquide avalé et les boissons alcooliques prises en quantité considérable, peuvent, selon le tempérament de celui qui en fait usage, devenir un poison violent. <box>1137 1264 1356 1349</box>
